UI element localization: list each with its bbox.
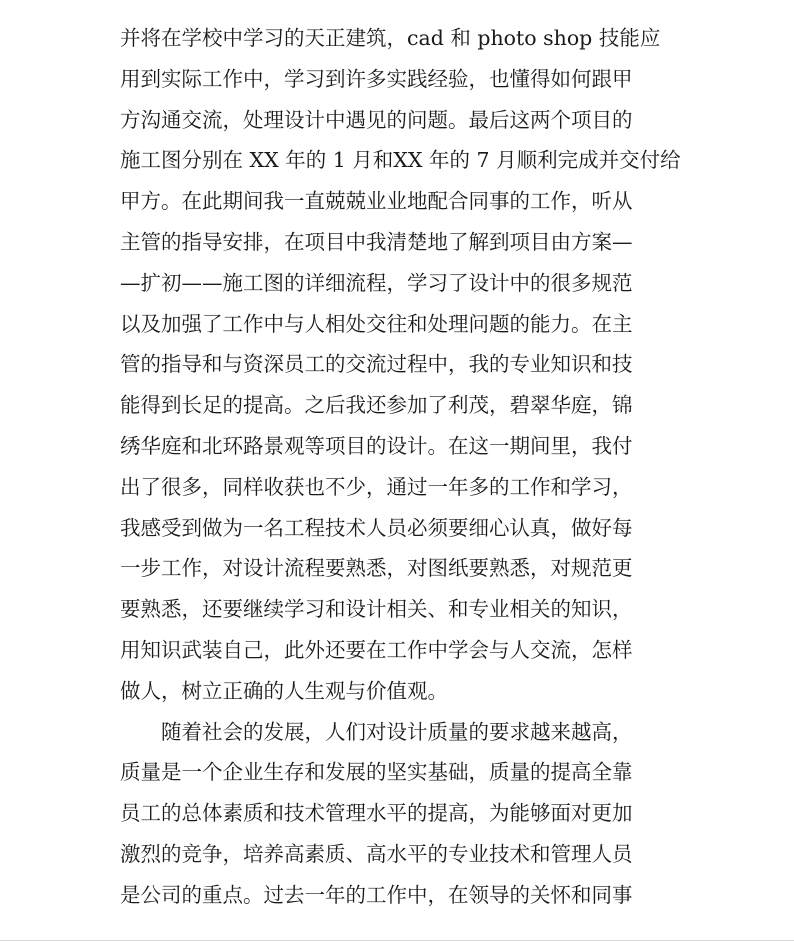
text-line: —扩初——施工图的详细流程，学习了设计中的很多规范 bbox=[120, 270, 633, 295]
text-line: 用知识武装自己，此外还要在工作中学会与人交流，怎样 bbox=[120, 637, 633, 662]
text-line: 能得到长足的提高。之后我还参加了利茂，碧翠华庭，锦 bbox=[120, 393, 633, 418]
text-line: 要熟悉，还要继续学习和设计相关、和专业相关的知识， bbox=[120, 597, 633, 622]
text-line: 主管的指导安排，在项目中我清楚地了解到项目由方案— bbox=[120, 229, 633, 254]
body-text bbox=[120, 18, 680, 916]
text-line: 以及加强了工作中与人相处交往和处理问题的能力。在主 bbox=[120, 311, 633, 336]
text-line: 激烈的竞争，培养高素质、高水平的专业技术和管理人员 bbox=[120, 841, 633, 866]
text-line: 是公司的重点。过去一年的工作中，在领导的关怀和同事 bbox=[120, 882, 633, 907]
text-line: 我感受到做为一名工程技术人员必须要细心认真，做好每 bbox=[120, 515, 633, 540]
text-line: 质量是一个企业生存和发展的坚实基础，质量的提高全靠 bbox=[120, 760, 633, 785]
paragraph-start-line: 随着社会的发展，人们对设计质量的要求越来越高， bbox=[120, 719, 633, 744]
text-line: 做人，树立正确的人生观与价值观。 bbox=[120, 678, 448, 703]
text-line: 出了很多，同样收获也不少，通过一年多的工作和学习， bbox=[120, 474, 633, 499]
text-line: 员工的总体素质和技术管理水平的提高，为能够面对更加 bbox=[120, 801, 633, 826]
text-line: 甲方。在此期间我一直兢兢业业地配合同事的工作，听从 bbox=[120, 189, 633, 214]
text-line: 绣华庭和北环路景观等项目的设计。在这一期间里，我付 bbox=[120, 433, 633, 458]
page-divider bbox=[0, 940, 794, 941]
text-line: 施工图分别在 XX 年的 1 月和XX 年的 7 月顺利完成并交付给 bbox=[120, 148, 681, 173]
text-line: 方沟通交流，处理设计中遇见的问题。最后这两个项目的 bbox=[120, 107, 633, 132]
text-line: 一步工作，对设计流程要熟悉，对图纸要熟悉，对规范更 bbox=[120, 556, 633, 581]
text-line: 管的指导和与资深员工的交流过程中，我的专业知识和技 bbox=[120, 352, 633, 377]
text-line: 用到实际工作中，学习到许多实践经验，也懂得如何跟甲 bbox=[120, 66, 633, 91]
text-line: 并将在学校中学习的天正建筑，cad 和 photo shop 技能应 bbox=[120, 26, 661, 50]
